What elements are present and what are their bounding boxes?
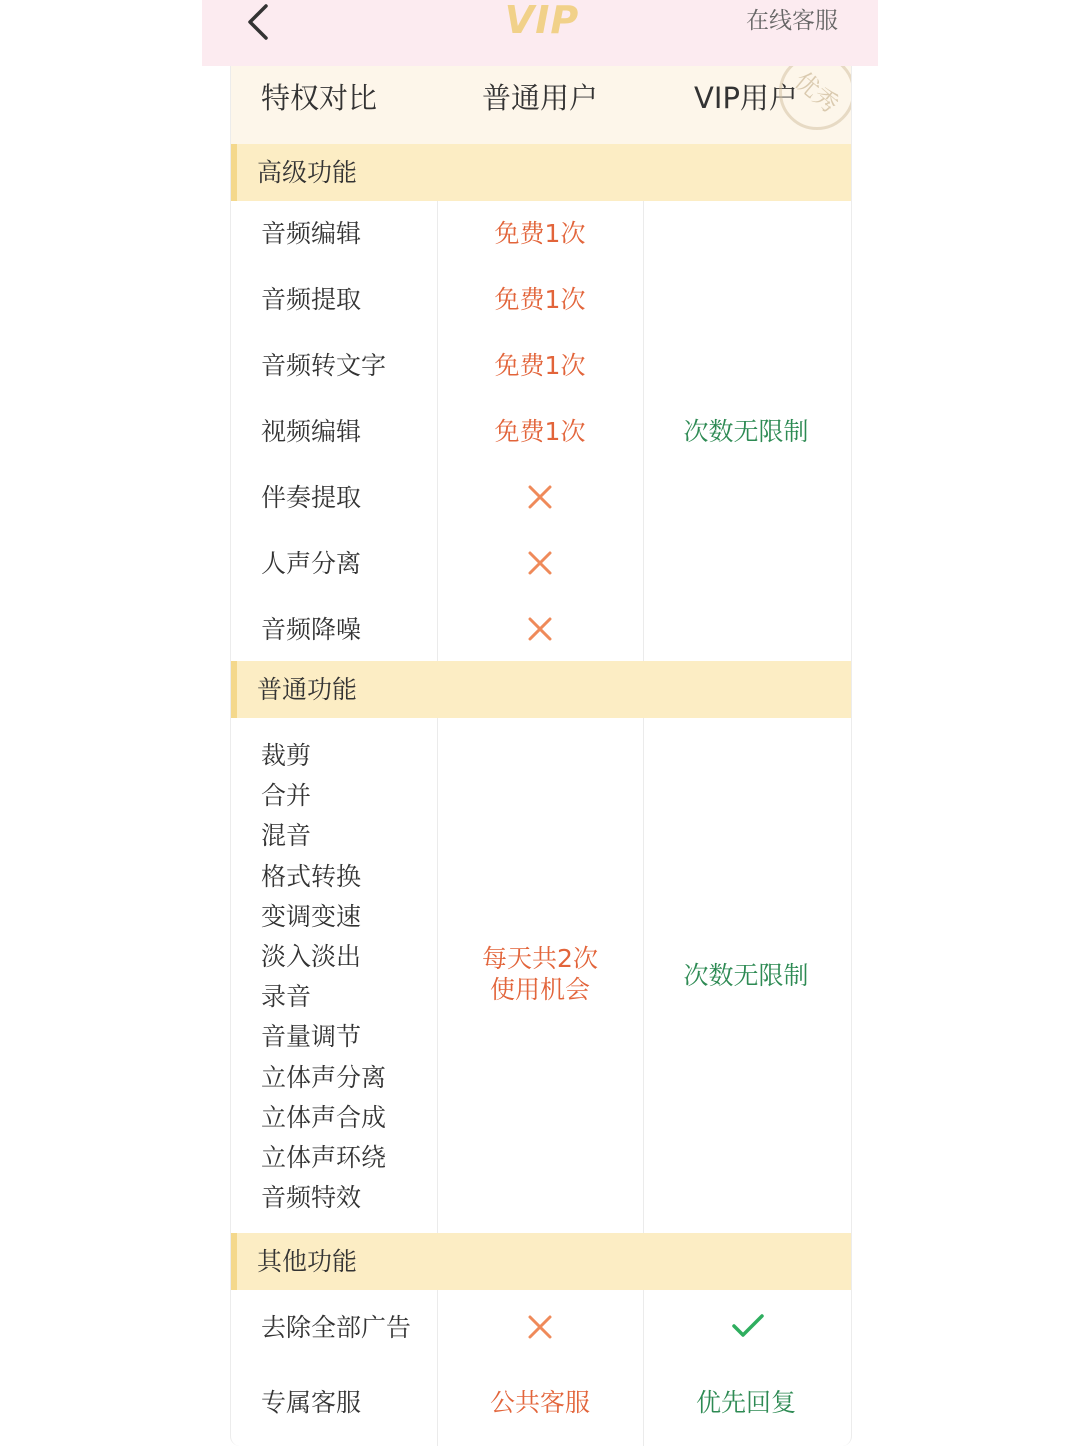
feature-label: 音频转文字 [261, 351, 387, 380]
list-item: 立体声环绕 [261, 1142, 387, 1172]
vip-value: 次数无限制 [683, 417, 809, 446]
cross-icon [527, 484, 553, 510]
daily-limit-line2: 使用机会 [489, 975, 590, 1004]
check-icon [731, 1313, 765, 1339]
common-feature-list [261, 736, 386, 1218]
section-title: 其他功能 [257, 1247, 358, 1276]
list-item: 立体声分离 [261, 1062, 387, 1092]
header-feature: 特权对比 [261, 81, 378, 115]
cross-icon [527, 550, 553, 576]
feature-label: 人声分离 [261, 549, 362, 578]
section-accent-bar [231, 144, 237, 201]
feature-label: 音频提取 [261, 285, 362, 314]
normal-value: 免费1次 [494, 219, 586, 248]
feature-label: 音频降噪 [261, 615, 362, 644]
vip-logo: VIP [504, 0, 580, 42]
vip-value: 次数无限制 [683, 961, 809, 990]
header-normal-user: 普通用户 [481, 81, 598, 115]
stamp-text: 优秀 [789, 66, 844, 119]
online-service-link[interactable]: 在线客服 [746, 8, 838, 34]
list-item: 淡入淡出 [261, 941, 362, 971]
cross-icon [527, 1314, 553, 1340]
top-bar [202, 0, 878, 66]
feature-label: 音频编辑 [261, 219, 362, 248]
vip-value: 优先回复 [695, 1388, 796, 1417]
feature-label: 专属客服 [261, 1388, 362, 1417]
list-item: 格式转换 [261, 861, 362, 891]
normal-daily-limit [437, 943, 643, 1005]
normal-value: 公共客服 [489, 1388, 590, 1417]
normal-value: 免费1次 [494, 285, 586, 314]
section-advanced [231, 144, 851, 201]
list-item: 裁剪 [261, 741, 312, 770]
section-accent-bar [231, 1233, 237, 1290]
list-item: 变调变速 [261, 901, 362, 931]
section-title: 高级功能 [257, 158, 358, 187]
header-vip-user: VIP用户 [694, 81, 798, 115]
daily-limit-line1: 每天共2次 [482, 944, 598, 973]
list-item: 音量调节 [261, 1022, 362, 1052]
list-item: 混音 [261, 821, 312, 851]
cross-icon [527, 616, 553, 642]
section-accent-bar [231, 661, 237, 718]
section-other [231, 1233, 851, 1290]
list-item: 立体声合成 [261, 1102, 387, 1132]
table-header-row [231, 66, 851, 144]
feature-label: 去除全部广告 [261, 1313, 412, 1342]
privilege-comparison-table [230, 66, 852, 1446]
normal-value: 免费1次 [494, 417, 586, 446]
section-title: 普通功能 [257, 675, 358, 704]
back-icon[interactable] [242, 2, 276, 42]
list-item: 音频特效 [261, 1183, 362, 1213]
list-item: 录音 [261, 982, 312, 1012]
list-item: 合并 [261, 781, 312, 811]
normal-value: 免费1次 [494, 351, 586, 380]
section-common [231, 661, 851, 718]
feature-label: 视频编辑 [261, 417, 362, 446]
feature-label: 伴奏提取 [261, 483, 362, 512]
